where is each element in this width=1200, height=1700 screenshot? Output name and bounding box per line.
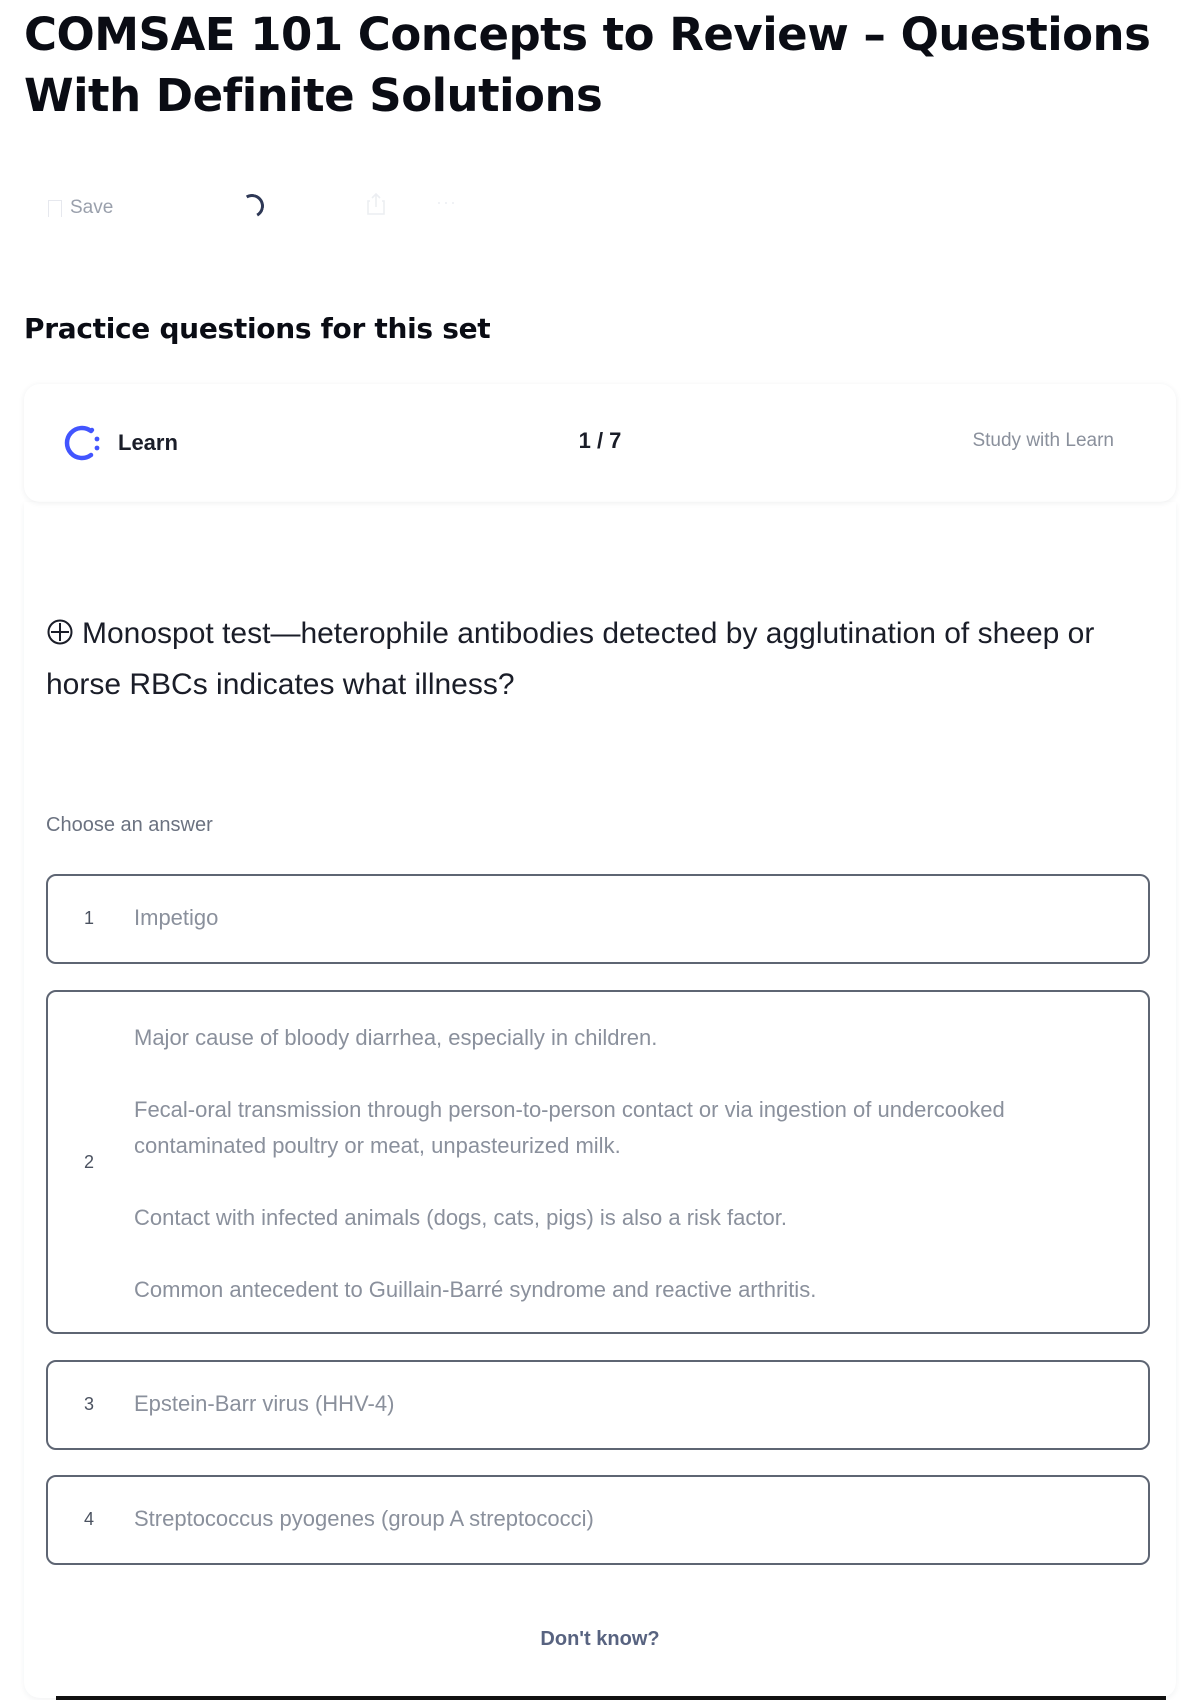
save-button[interactable] xyxy=(48,197,113,219)
answer-option-1[interactable] xyxy=(46,874,1150,964)
option-number: 4 xyxy=(84,1509,95,1529)
option-number: 3 xyxy=(84,1394,95,1414)
share-icon[interactable] xyxy=(366,192,386,216)
question-card xyxy=(24,502,1176,1698)
option-line: Fecal-oral transmission through person-to-person contact or via ingestion of undercooked contaminated poultry or meat, unpasteurized milk. xyxy=(134,1097,1005,1158)
bookmark-icon xyxy=(48,200,62,217)
option-number: 2 xyxy=(84,1152,95,1172)
answer-option-2[interactable] xyxy=(46,990,1150,1334)
dont-know-button[interactable]: Don't know? xyxy=(540,1628,660,1650)
option-text: Streptococcus pyogenes (group A streptococci) xyxy=(134,1506,594,1531)
save-label: Save xyxy=(70,197,114,218)
choose-answer-label: Choose an answer xyxy=(46,814,213,836)
answer-option-4[interactable] xyxy=(46,1475,1150,1565)
learn-card xyxy=(24,384,1176,502)
option-text: Impetigo xyxy=(134,905,219,930)
question-prompt-text: Monospot test—heterophile antibodies detected by agglutination of sheep or horse RBCs indicates what illness? xyxy=(46,617,1095,701)
option-text xyxy=(134,1020,1134,1308)
progress-count: 1 / 7 xyxy=(578,428,622,453)
option-number: 1 xyxy=(84,908,95,928)
option-text: Epstein-Barr virus (HHV-4) xyxy=(134,1391,395,1416)
page-title: COMSAE 101 Concepts to Review – Questions With Definite Solutions xyxy=(24,8,1151,122)
answer-option-3[interactable] xyxy=(46,1360,1150,1450)
option-line: Major cause of bloody diarrhea, especially in children. xyxy=(134,1025,658,1050)
toolbar xyxy=(48,184,508,232)
study-with-learn-link[interactable]: Study with Learn xyxy=(972,430,1114,451)
learn-mode-label: Learn xyxy=(118,430,178,455)
spinner-icon xyxy=(237,191,266,220)
more-icon[interactable]: ··· xyxy=(436,192,457,212)
section-heading: Practice questions for this set xyxy=(24,312,491,345)
bottom-divider xyxy=(56,1696,1166,1700)
question-prompt xyxy=(46,610,1166,709)
option-line: Contact with infected animals (dogs, cats, pigs) is also a risk factor. xyxy=(134,1205,787,1230)
circle-plus-icon xyxy=(46,613,74,661)
option-line: Common antecedent to Guillain-Barré syndrome and reactive arthritis. xyxy=(134,1277,817,1302)
